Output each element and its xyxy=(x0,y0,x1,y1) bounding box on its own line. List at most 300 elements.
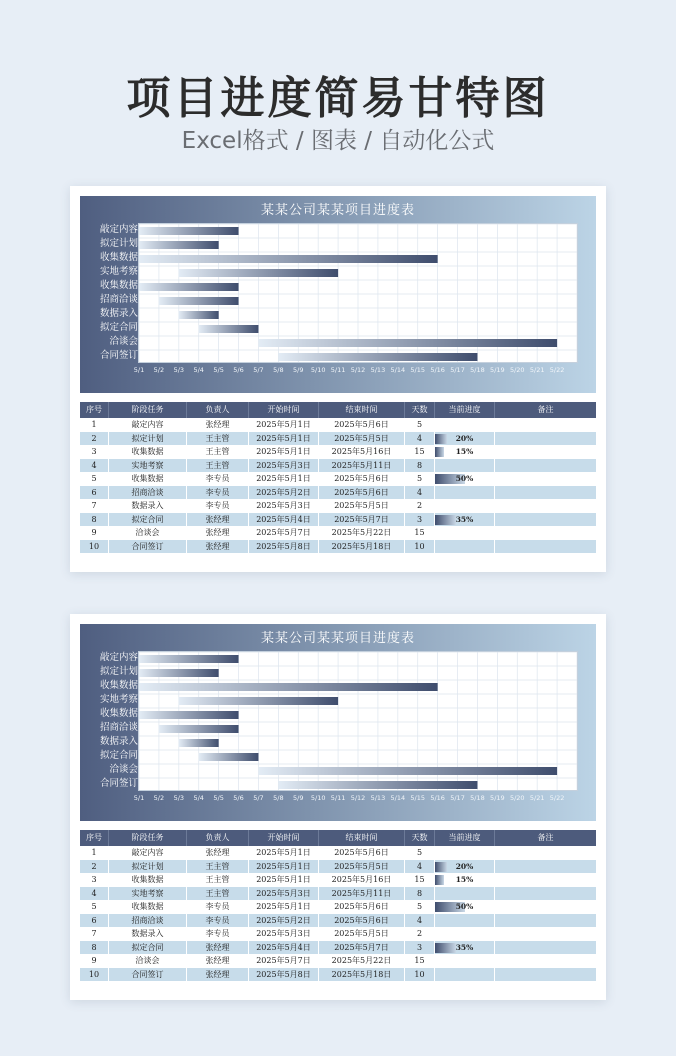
column-header: 结束时间 xyxy=(318,402,404,418)
x-tick-label: 5/8 xyxy=(273,794,284,802)
days-cell: 4 xyxy=(404,914,434,928)
x-tick-label: 5/21 xyxy=(529,794,545,802)
x-tick-label: 5/8 xyxy=(273,366,284,374)
progress-label: 50% xyxy=(455,902,474,911)
note-cell xyxy=(494,914,596,928)
progress-cell xyxy=(434,486,494,500)
note-cell xyxy=(494,873,596,887)
note-cell xyxy=(494,432,596,446)
progress-label: 15% xyxy=(455,875,474,884)
sheet-preview-2 xyxy=(70,614,606,1000)
progress-cell xyxy=(434,513,494,527)
end-cell: 2025年5月5日 xyxy=(318,860,404,874)
note-cell xyxy=(494,540,596,554)
task-cell: 洽谈会 xyxy=(108,954,186,968)
progress-label: 20% xyxy=(455,433,474,443)
gantt-bar xyxy=(159,725,239,733)
no-cell: 4 xyxy=(91,460,97,470)
no-cell: 1 xyxy=(91,420,97,429)
end-cell: 2025年5月5日 xyxy=(318,499,404,513)
x-tick-label: 5/2 xyxy=(153,366,165,374)
column-header: 序号 xyxy=(86,833,102,842)
owner-cell: 张经理 xyxy=(186,526,248,540)
days-cell: 2 xyxy=(404,927,434,941)
days-cell: 15 xyxy=(404,526,434,540)
progress-label: 35% xyxy=(455,514,474,524)
chart-title: 某某公司某某项目进度表 xyxy=(260,631,415,646)
start-cell: 2025年5月1日 xyxy=(248,860,318,874)
note-cell xyxy=(494,900,596,914)
no-cell: 9 xyxy=(91,528,97,537)
note-cell xyxy=(494,887,596,901)
progress-cell xyxy=(434,472,494,486)
task-label: 敲定内容 xyxy=(99,652,138,663)
x-tick-label: 5/6 xyxy=(233,794,244,802)
page-title: 项目进度简易甘特图 xyxy=(126,73,550,124)
owner-cell: 张经理 xyxy=(186,513,248,527)
table-body xyxy=(80,846,596,981)
progress-cell xyxy=(434,887,494,901)
start-cell: 2025年5月4日 xyxy=(248,513,318,527)
gantt-bar xyxy=(139,655,239,663)
x-tick-label: 5/14 xyxy=(390,794,406,802)
no-cell: 8 xyxy=(91,942,97,952)
owner-cell: 王主管 xyxy=(186,459,248,473)
start-cell: 2025年5月7日 xyxy=(248,526,318,540)
note-cell xyxy=(494,499,596,513)
gantt-bar xyxy=(278,353,477,361)
task-cell: 实地考察 xyxy=(108,459,186,473)
owner-cell: 张经理 xyxy=(186,846,248,860)
table-row xyxy=(80,914,596,928)
gantt-bar xyxy=(258,339,557,347)
end-cell: 2025年5月6日 xyxy=(318,472,404,486)
sheet-preview-1 xyxy=(70,186,606,572)
task-cell: 招商洽谈 xyxy=(108,914,186,928)
no-cell: 2 xyxy=(91,861,97,871)
start-cell: 2025年5月1日 xyxy=(248,432,318,446)
table-row xyxy=(80,540,596,554)
progress-cell xyxy=(434,941,494,955)
x-tick-label: 5/16 xyxy=(430,794,445,802)
task-cell: 洽谈会 xyxy=(108,526,186,540)
days-cell: 5 xyxy=(404,472,434,486)
gantt-bar xyxy=(179,739,219,747)
no-cell: 5 xyxy=(91,902,97,911)
progress-cell xyxy=(434,927,494,941)
start-cell: 2025年5月1日 xyxy=(248,873,318,887)
gantt-bar xyxy=(258,767,557,775)
table-row xyxy=(80,941,596,955)
gantt-bar xyxy=(278,781,477,789)
page-subtitle: Excel格式 / 图表 / 自动化公式 xyxy=(181,128,495,154)
start-cell: 2025年5月3日 xyxy=(248,459,318,473)
x-tick-label: 5/4 xyxy=(193,366,204,374)
start-cell: 2025年5月4日 xyxy=(248,941,318,955)
column-header: 当前进度 xyxy=(434,402,494,418)
progress-cell xyxy=(434,860,494,874)
note-cell xyxy=(494,472,596,486)
gantt-bar xyxy=(199,325,259,333)
progress-cell xyxy=(434,432,494,446)
owner-cell: 张经理 xyxy=(186,954,248,968)
table-row xyxy=(80,432,596,446)
progress-cell xyxy=(434,445,494,459)
progress-bar-fill xyxy=(435,515,456,525)
note-cell xyxy=(494,445,596,459)
note-cell xyxy=(494,954,596,968)
note-cell xyxy=(494,459,596,473)
task-label: 拟定计划 xyxy=(99,238,138,249)
x-tick-label: 5/20 xyxy=(509,366,525,374)
task-cell: 收集数据 xyxy=(108,873,186,887)
owner-cell: 张经理 xyxy=(186,540,248,554)
owner-cell: 李专员 xyxy=(186,914,248,928)
gantt-bar xyxy=(179,311,219,319)
table-row xyxy=(80,873,596,887)
x-tick-label: 5/5 xyxy=(213,366,224,374)
progress-bar-fill xyxy=(435,875,444,885)
start-cell: 2025年5月2日 xyxy=(248,914,318,928)
x-tick-label: 5/3 xyxy=(173,794,185,802)
task-cell: 拟定计划 xyxy=(108,860,186,874)
task-table xyxy=(80,830,596,981)
x-tick-label: 5/11 xyxy=(330,366,346,374)
x-tick-label: 5/16 xyxy=(430,366,445,374)
progress-bar-fill xyxy=(435,862,447,872)
table-row xyxy=(80,486,596,500)
end-cell: 2025年5月22日 xyxy=(318,954,404,968)
end-cell: 2025年5月16日 xyxy=(318,873,404,887)
days-cell: 4 xyxy=(404,860,434,874)
task-cell: 合同签订 xyxy=(108,540,186,554)
progress-label: 15% xyxy=(455,447,474,456)
column-header: 天数 xyxy=(404,830,434,846)
start-cell: 2025年5月1日 xyxy=(248,445,318,459)
column-header: 开始时间 xyxy=(248,830,318,846)
days-cell: 10 xyxy=(404,968,434,982)
x-tick-label: 5/10 xyxy=(310,366,326,374)
task-label: 拟定计划 xyxy=(99,666,138,677)
start-cell: 2025年5月3日 xyxy=(248,927,318,941)
note-cell xyxy=(494,486,596,500)
gantt-bar xyxy=(179,269,338,277)
no-cell: 3 xyxy=(91,875,97,884)
task-label: 收集数据 xyxy=(99,680,138,691)
x-tick-label: 5/15 xyxy=(410,366,426,374)
owner-cell: 张经理 xyxy=(186,941,248,955)
task-label: 招商洽谈 xyxy=(99,294,138,305)
start-cell: 2025年5月1日 xyxy=(248,418,318,432)
task-cell: 拟定计划 xyxy=(108,432,186,446)
task-cell: 收集数据 xyxy=(108,445,186,459)
days-cell: 15 xyxy=(404,954,434,968)
table-header xyxy=(80,830,596,846)
end-cell: 2025年5月16日 xyxy=(318,445,404,459)
progress-label: 50% xyxy=(455,474,474,483)
days-cell: 15 xyxy=(404,873,434,887)
no-cell: 10 xyxy=(88,541,100,551)
owner-cell: 李专员 xyxy=(186,900,248,914)
column-header: 阶段任务 xyxy=(108,830,186,846)
end-cell: 2025年5月22日 xyxy=(318,526,404,540)
end-cell: 2025年5月5日 xyxy=(318,927,404,941)
owner-cell: 王主管 xyxy=(186,860,248,874)
owner-cell: 王主管 xyxy=(186,445,248,459)
days-cell: 5 xyxy=(404,846,434,860)
task-cell: 收集数据 xyxy=(108,472,186,486)
x-tick-label: 5/15 xyxy=(410,794,426,802)
x-tick-label: 5/19 xyxy=(490,794,505,802)
table-row xyxy=(80,459,596,473)
progress-cell xyxy=(434,459,494,473)
x-tick-label: 5/13 xyxy=(370,794,386,802)
progress-cell xyxy=(434,540,494,554)
note-cell xyxy=(494,860,596,874)
x-axis xyxy=(133,794,578,804)
x-tick-label: 5/11 xyxy=(330,794,346,802)
x-tick-label: 5/14 xyxy=(390,366,406,374)
owner-cell: 王主管 xyxy=(186,873,248,887)
table-row xyxy=(80,445,596,459)
task-cell: 敲定内容 xyxy=(108,418,186,432)
table-row xyxy=(80,499,596,513)
no-cell: 6 xyxy=(91,915,97,925)
days-cell: 8 xyxy=(404,887,434,901)
progress-bar-fill xyxy=(435,434,447,444)
progress-cell xyxy=(434,846,494,860)
days-cell: 8 xyxy=(404,459,434,473)
table-body xyxy=(80,418,596,553)
table-row xyxy=(80,418,596,432)
x-tick-label: 5/12 xyxy=(350,794,366,802)
x-tick-label: 5/10 xyxy=(310,794,326,802)
task-cell: 实地考察 xyxy=(108,887,186,901)
table-row xyxy=(80,526,596,540)
table-row xyxy=(80,900,596,914)
task-label: 洽谈会 xyxy=(109,764,138,775)
column-header: 负责人 xyxy=(186,402,248,418)
x-tick-label: 5/18 xyxy=(470,794,485,802)
end-cell: 2025年5月6日 xyxy=(318,486,404,500)
no-cell: 8 xyxy=(91,514,97,524)
start-cell: 2025年5月3日 xyxy=(248,887,318,901)
x-tick-label: 5/5 xyxy=(213,794,224,802)
days-cell: 3 xyxy=(404,941,434,955)
gantt-bar xyxy=(159,297,239,305)
chart-title: 某某公司某某项目进度表 xyxy=(260,203,415,218)
start-cell: 2025年5月1日 xyxy=(248,472,318,486)
gantt-bar xyxy=(139,683,438,691)
owner-cell: 张经理 xyxy=(186,418,248,432)
task-label-list xyxy=(84,223,138,363)
end-cell: 2025年5月6日 xyxy=(318,914,404,928)
owner-cell: 李专员 xyxy=(186,927,248,941)
start-cell: 2025年5月8日 xyxy=(248,968,318,982)
note-cell xyxy=(494,941,596,955)
x-tick-label: 5/1 xyxy=(133,794,145,802)
x-tick-label: 5/4 xyxy=(193,794,204,802)
table-row xyxy=(80,513,596,527)
note-cell xyxy=(494,968,596,982)
note-cell xyxy=(494,526,596,540)
days-cell: 10 xyxy=(404,540,434,554)
gantt-bar xyxy=(139,711,239,719)
table-row xyxy=(80,860,596,874)
gantt-svg xyxy=(139,224,577,362)
task-cell: 数据录入 xyxy=(108,499,186,513)
end-cell: 2025年5月5日 xyxy=(318,432,404,446)
column-header: 天数 xyxy=(404,402,434,418)
end-cell: 2025年5月7日 xyxy=(318,941,404,955)
no-cell: 5 xyxy=(91,474,97,483)
progress-cell xyxy=(434,526,494,540)
owner-cell: 张经理 xyxy=(186,968,248,982)
start-cell: 2025年5月8日 xyxy=(248,540,318,554)
no-cell: 7 xyxy=(91,929,97,938)
progress-cell xyxy=(434,499,494,513)
no-cell: 3 xyxy=(91,447,97,456)
progress-bar-fill xyxy=(435,943,456,953)
task-label: 拟定合同 xyxy=(99,750,138,761)
no-cell: 4 xyxy=(91,888,97,898)
progress-cell xyxy=(434,418,494,432)
progress-bar-fill xyxy=(435,447,444,457)
owner-cell: 李专员 xyxy=(186,486,248,500)
table-row xyxy=(80,846,596,860)
owner-cell: 李专员 xyxy=(186,472,248,486)
task-label: 洽谈会 xyxy=(109,336,138,347)
gantt-bar xyxy=(179,697,338,705)
column-header: 当前进度 xyxy=(434,830,494,846)
days-cell: 2 xyxy=(404,499,434,513)
task-cell: 敲定内容 xyxy=(108,846,186,860)
task-label: 招商洽谈 xyxy=(99,722,138,733)
column-header: 序号 xyxy=(86,405,102,414)
x-tick-label: 5/19 xyxy=(490,366,505,374)
gantt-chart xyxy=(80,624,596,821)
task-cell: 合同签订 xyxy=(108,968,186,982)
x-tick-label: 5/9 xyxy=(293,366,304,374)
owner-cell: 王主管 xyxy=(186,887,248,901)
column-header: 备注 xyxy=(494,402,596,418)
progress-label: 35% xyxy=(455,942,474,952)
end-cell: 2025年5月18日 xyxy=(318,540,404,554)
x-tick-label: 5/13 xyxy=(370,366,386,374)
table-row xyxy=(80,954,596,968)
x-tick-label: 5/6 xyxy=(233,366,244,374)
task-label: 敲定内容 xyxy=(99,224,138,235)
x-tick-label: 5/3 xyxy=(173,366,185,374)
task-label: 收集数据 xyxy=(99,708,138,719)
end-cell: 2025年5月18日 xyxy=(318,968,404,982)
no-cell: 10 xyxy=(88,969,100,979)
task-label: 收集数据 xyxy=(99,280,138,291)
column-header: 结束时间 xyxy=(318,830,404,846)
gantt-svg xyxy=(139,652,577,790)
progress-cell xyxy=(434,873,494,887)
start-cell: 2025年5月7日 xyxy=(248,954,318,968)
no-cell: 7 xyxy=(91,501,97,510)
days-cell: 5 xyxy=(404,418,434,432)
column-header: 负责人 xyxy=(186,830,248,846)
note-cell xyxy=(494,513,596,527)
no-cell: 9 xyxy=(91,956,97,965)
task-label: 数据录入 xyxy=(99,308,138,319)
end-cell: 2025年5月11日 xyxy=(318,459,404,473)
start-cell: 2025年5月1日 xyxy=(248,900,318,914)
x-tick-label: 5/22 xyxy=(549,366,565,374)
end-cell: 2025年5月7日 xyxy=(318,513,404,527)
gantt-bar xyxy=(139,669,219,677)
task-cell: 招商洽谈 xyxy=(108,486,186,500)
no-cell: 2 xyxy=(91,433,97,443)
note-cell xyxy=(494,418,596,432)
x-tick-label: 5/18 xyxy=(470,366,485,374)
progress-cell xyxy=(434,900,494,914)
column-header: 备注 xyxy=(494,830,596,846)
start-cell: 2025年5月2日 xyxy=(248,486,318,500)
table-row xyxy=(80,927,596,941)
days-cell: 15 xyxy=(404,445,434,459)
task-cell: 拟定合同 xyxy=(108,513,186,527)
progress-label: 20% xyxy=(455,861,474,871)
plot-area xyxy=(138,223,578,363)
task-label: 收集数据 xyxy=(99,252,138,263)
days-cell: 3 xyxy=(404,513,434,527)
task-cell: 收集数据 xyxy=(108,900,186,914)
x-tick-label: 5/7 xyxy=(253,366,264,374)
owner-cell: 李专员 xyxy=(186,499,248,513)
start-cell: 2025年5月3日 xyxy=(248,499,318,513)
owner-cell: 王主管 xyxy=(186,432,248,446)
x-tick-label: 5/20 xyxy=(509,794,525,802)
table-row xyxy=(80,472,596,486)
task-table xyxy=(80,402,596,553)
task-cell: 拟定合同 xyxy=(108,941,186,955)
no-cell: 6 xyxy=(91,487,97,497)
gantt-bar xyxy=(139,255,438,263)
progress-cell xyxy=(434,954,494,968)
note-cell xyxy=(494,846,596,860)
x-tick-label: 5/12 xyxy=(350,366,366,374)
x-tick-label: 5/17 xyxy=(450,794,465,802)
note-cell xyxy=(494,927,596,941)
gantt-bar xyxy=(139,227,239,235)
progress-cell xyxy=(434,968,494,982)
days-cell: 4 xyxy=(404,432,434,446)
x-tick-label: 5/7 xyxy=(253,794,264,802)
days-cell: 4 xyxy=(404,486,434,500)
table-header xyxy=(80,402,596,418)
task-label: 实地考察 xyxy=(99,694,138,705)
gantt-bar xyxy=(199,753,259,761)
task-cell: 数据录入 xyxy=(108,927,186,941)
x-tick-label: 5/22 xyxy=(549,794,565,802)
end-cell: 2025年5月6日 xyxy=(318,900,404,914)
task-label-list xyxy=(84,651,138,791)
x-tick-label: 5/1 xyxy=(133,366,145,374)
end-cell: 2025年5月6日 xyxy=(318,418,404,432)
table-row xyxy=(80,887,596,901)
x-tick-label: 5/9 xyxy=(293,794,304,802)
gantt-bar xyxy=(139,241,219,249)
task-label: 合同签订 xyxy=(99,350,138,361)
task-label: 实地考察 xyxy=(99,266,138,277)
no-cell: 1 xyxy=(91,848,97,857)
column-header: 阶段任务 xyxy=(108,402,186,418)
column-header: 开始时间 xyxy=(248,402,318,418)
